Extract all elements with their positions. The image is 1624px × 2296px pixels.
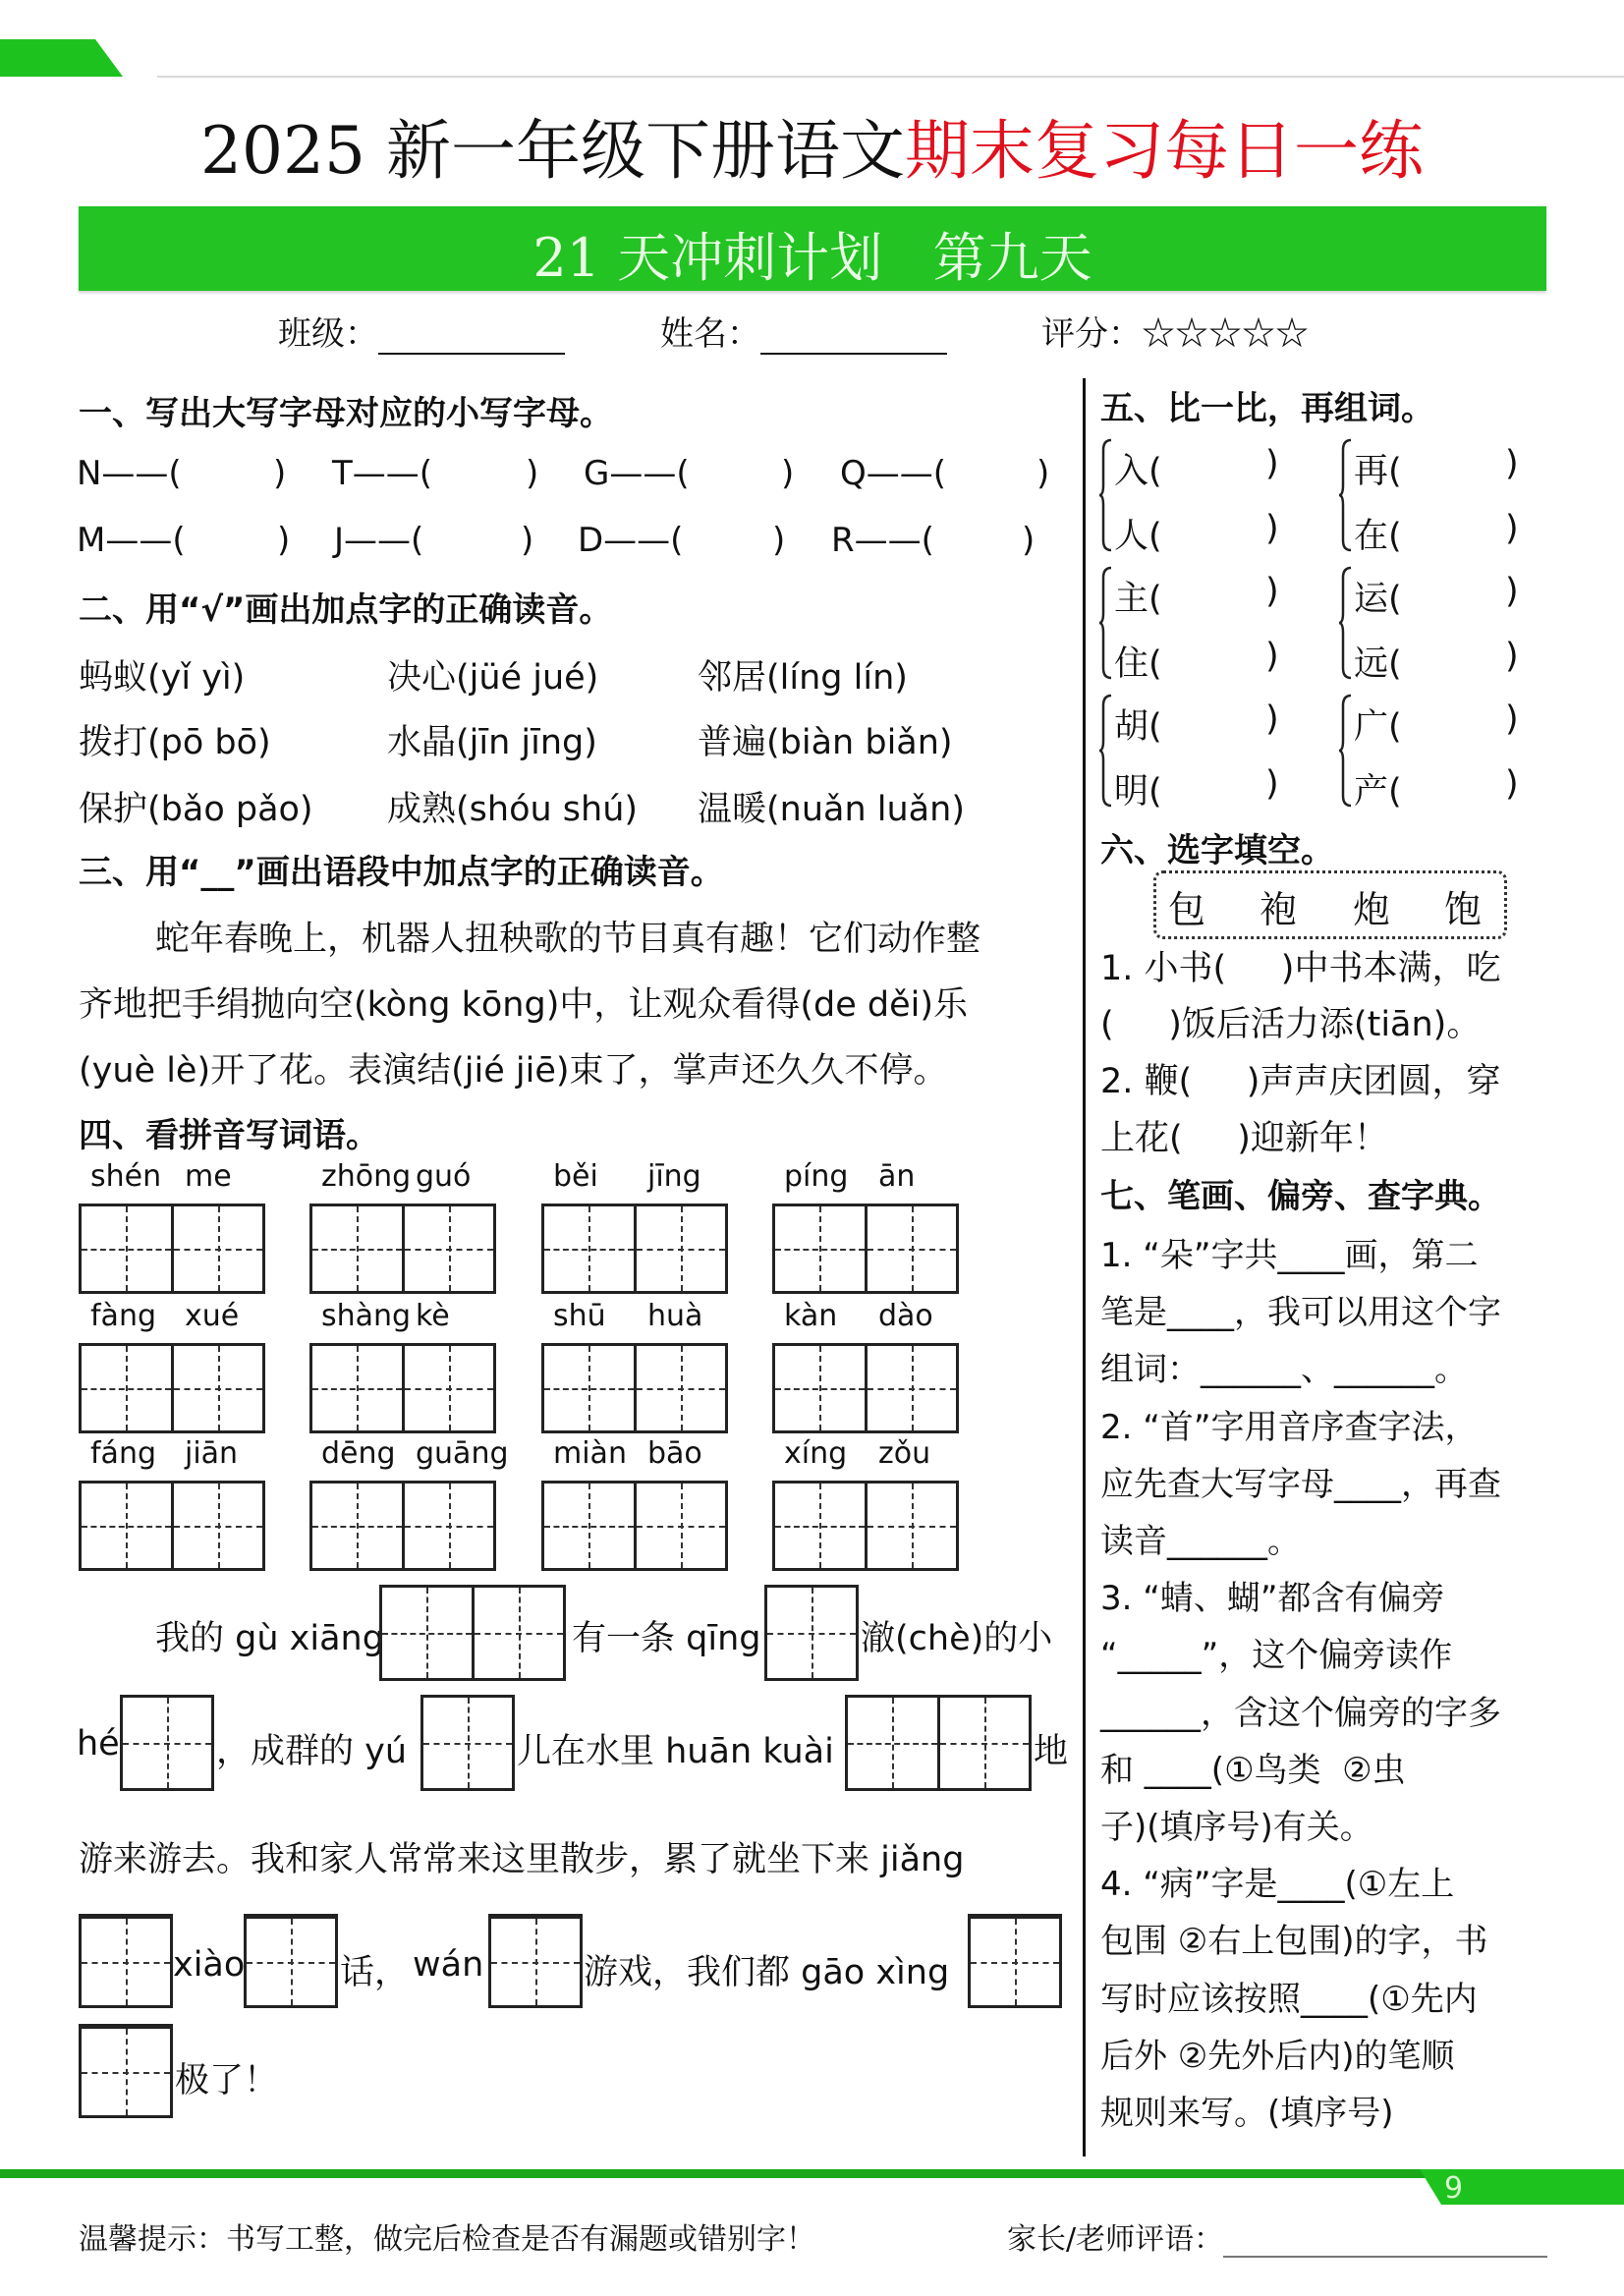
writing-box[interactable] — [541, 1204, 728, 1294]
pinyin-syllable: guó — [416, 1159, 472, 1194]
brace-icon — [1338, 566, 1352, 680]
para-text: 澈(chè)的小 — [861, 1619, 1053, 1658]
pinyin-syllable: me — [185, 1159, 232, 1194]
pinyin-syllable: fàng — [90, 1299, 157, 1333]
close-paren: ) — [1022, 521, 1036, 560]
title-red: 期末复习每日一练 — [904, 113, 1424, 189]
s5-heading: 五、比一比，再组词。 — [1100, 389, 1434, 428]
letter-n: N——( — [77, 454, 182, 493]
score-label: 评分： — [1041, 314, 1142, 354]
reading-item[interactable]: 普遍(biàn biǎn) — [698, 723, 953, 762]
close-paren: ) — [1505, 764, 1519, 804]
compare-char[interactable]: 远( — [1354, 644, 1402, 684]
top-green-tab — [0, 39, 123, 77]
s7-line[interactable]: 4. “病”字是____(①左上 — [1100, 1865, 1455, 1905]
para-text: 有一条 qīng — [572, 1619, 761, 1658]
close-paren: ) — [1505, 444, 1519, 483]
letter-d: D——( — [578, 521, 684, 560]
option-char: 饱 — [1444, 888, 1483, 931]
reading-item[interactable]: 成熟(shóu shú) — [387, 790, 639, 829]
name-blank[interactable] — [760, 323, 947, 355]
s3-line: 蛇年春晚上，机器人扭秧歌的节目真有趣！它们动作整 — [155, 920, 981, 959]
writing-box[interactable] — [488, 1914, 583, 2008]
compare-char[interactable]: 住( — [1114, 644, 1162, 684]
pinyin-syllable: kè — [416, 1299, 450, 1333]
para-text: 地 — [1034, 1732, 1069, 1771]
pinyin-syllable: dēng — [321, 1436, 396, 1471]
pinyin-syllable: běi — [553, 1159, 598, 1194]
brace-icon — [1098, 438, 1112, 552]
s7-line[interactable]: 组词：______、______。 — [1100, 1350, 1468, 1390]
reading-item[interactable]: 蚂蚁(yǐ yì) — [79, 658, 246, 698]
pinyin-syllable: bāo — [647, 1436, 702, 1471]
s7-line[interactable]: 1. “朵”字共____画，第二 — [1100, 1236, 1479, 1275]
reading-item[interactable]: 水晶(jīn jīng) — [387, 723, 597, 762]
reading-item[interactable]: 保护(bǎo pǎo) — [79, 790, 313, 829]
star-rating[interactable]: ☆☆☆☆☆ — [1142, 314, 1309, 354]
page-number: 9 — [1444, 2171, 1464, 2206]
s2-heading: 二、用“√”画出加点字的正确读音。 — [79, 590, 613, 630]
writing-box[interactable] — [309, 1481, 496, 1571]
top-rule — [157, 76, 1624, 78]
class-field[interactable] — [278, 307, 565, 355]
s6-line[interactable]: ( )饭后活力添(tiān)。 — [1100, 1005, 1482, 1044]
brace-icon — [1098, 694, 1112, 808]
writing-box[interactable] — [420, 1695, 515, 1791]
s7-line[interactable]: 应先查大写字母____，再查 — [1100, 1464, 1501, 1504]
reading-item[interactable]: 决心(jüé jué) — [387, 658, 599, 698]
class-label: 班级： — [278, 314, 378, 354]
compare-char[interactable]: 在( — [1354, 517, 1402, 556]
pinyin-syllable: dào — [878, 1299, 933, 1333]
s7-line[interactable]: 包围 ②右上包围)的字，书 — [1100, 1922, 1488, 1962]
letter-r: R——( — [831, 521, 934, 560]
compare-char[interactable]: 产( — [1354, 772, 1402, 812]
para-text: ，成群的 yú — [216, 1732, 408, 1771]
para-text: wán — [413, 1945, 484, 1985]
letter-t: T——( — [332, 454, 433, 493]
reading-item[interactable]: 拨打(pō bō) — [79, 723, 271, 762]
s7-line[interactable]: 写时应该按照____(①先内 — [1100, 1979, 1478, 2019]
compare-char[interactable]: 明( — [1114, 772, 1162, 812]
brace-icon — [1338, 438, 1352, 552]
brace-icon — [1338, 694, 1352, 808]
option-char: 炮 — [1353, 888, 1391, 931]
brace-icon — [1098, 566, 1112, 680]
close-paren: ) — [1505, 700, 1519, 739]
close-paren: ) — [526, 454, 539, 493]
letter-j: J——( — [334, 521, 424, 560]
pinyin-syllable: píng — [784, 1159, 849, 1194]
writing-box[interactable] — [309, 1343, 496, 1433]
writing-box[interactable] — [79, 1914, 173, 2008]
writing-box[interactable] — [541, 1343, 728, 1433]
s6-line[interactable]: 2. 鞭( )声声庆团圆，穿 — [1100, 1062, 1501, 1101]
close-paren: ) — [1265, 509, 1279, 548]
letter-q: Q——( — [840, 454, 947, 493]
writing-box[interactable] — [120, 1695, 214, 1791]
s6-line[interactable]: 1. 小书( )中书本满，吃 — [1100, 949, 1501, 988]
pinyin-syllable: jiān — [185, 1436, 239, 1471]
writing-box[interactable] — [968, 1914, 1062, 2008]
s6-heading: 六、选字填空。 — [1100, 831, 1334, 870]
close-paren: ) — [1505, 572, 1519, 611]
footer-tip: 温馨提示：书写工整，做完后检查是否有漏题或错别字！ — [79, 2222, 815, 2257]
pinyin-syllable: kàn — [784, 1299, 838, 1333]
compare-char[interactable]: 人( — [1114, 517, 1162, 556]
s4-heading: 四、看拼音写词语。 — [79, 1116, 379, 1155]
writing-box[interactable] — [772, 1204, 959, 1294]
close-paren: ) — [1265, 444, 1279, 483]
s7-heading: 七、笔画、偏旁、查字典。 — [1100, 1177, 1501, 1216]
close-paren: ) — [772, 521, 786, 560]
close-paren: ) — [1265, 637, 1279, 676]
para-text: xiào — [173, 1945, 246, 1985]
s7-line[interactable]: 规则来写。(填序号) — [1100, 2094, 1394, 2133]
pinyin-syllable: miàn — [553, 1436, 627, 1471]
para-text: 话， — [340, 1953, 410, 1992]
comment-field[interactable] — [1007, 2214, 1547, 2258]
pinyin-syllable: shàng — [321, 1299, 412, 1333]
pinyin-syllable: fáng — [90, 1436, 157, 1471]
option-characters-box — [1153, 870, 1507, 939]
banner-text: 21 天冲刺计划 第九天 — [532, 227, 1092, 289]
pinyin-syllable: zǒu — [878, 1436, 931, 1471]
s3-line[interactable]: 齐地把手绢抛向空(kòng kōng)中，让观众看得(de děi)乐 — [79, 985, 969, 1025]
bottom-rule — [0, 2169, 1624, 2178]
s7-line[interactable]: ______，含这个偏旁的字多 — [1100, 1693, 1501, 1733]
s7-line[interactable]: 3. “蜻、蝴”都含有偏旁 — [1100, 1579, 1445, 1619]
compare-char[interactable]: 胡( — [1114, 707, 1162, 747]
compare-char[interactable]: 主( — [1114, 580, 1162, 619]
column-divider — [1083, 378, 1086, 2156]
comment-blank[interactable] — [1223, 2226, 1547, 2258]
score-field — [1041, 307, 1309, 355]
letter-g: G——( — [584, 454, 690, 493]
writing-box[interactable] — [541, 1481, 728, 1571]
para-text: 极了！ — [175, 2061, 279, 2100]
writing-box[interactable] — [379, 1585, 566, 1681]
pinyin-syllable: huà — [647, 1299, 703, 1333]
compare-char[interactable]: 运( — [1354, 580, 1402, 619]
name-field[interactable] — [660, 307, 947, 355]
writing-box[interactable] — [764, 1585, 859, 1681]
pinyin-syllable: shén — [90, 1159, 162, 1194]
writing-box[interactable] — [79, 2024, 173, 2118]
close-paren: ) — [1265, 764, 1279, 804]
title-black: 2025 新一年级下册语文 — [200, 113, 905, 189]
writing-box[interactable] — [79, 1343, 265, 1433]
writing-box[interactable] — [772, 1481, 959, 1571]
close-paren: ) — [273, 454, 287, 493]
s7-line[interactable]: “_____”，这个偏旁读作 — [1100, 1636, 1453, 1676]
s7-line[interactable]: 后外 ②先外后内)的笔顺 — [1100, 2036, 1455, 2076]
close-paren: ) — [521, 521, 534, 560]
pinyin-syllable: xué — [185, 1299, 240, 1333]
close-paren: ) — [1265, 700, 1279, 739]
writing-box[interactable] — [79, 1481, 265, 1571]
writing-box[interactable] — [79, 1204, 265, 1294]
close-paren: ) — [1505, 509, 1519, 548]
s3-line[interactable]: (yuè lè)开了花。表演结(jié jiē)束了，掌声还久久不停。 — [79, 1051, 948, 1091]
s6-line[interactable]: 上花( )迎新年！ — [1100, 1119, 1388, 1158]
option-char: 包 — [1168, 888, 1206, 931]
comment-label: 家长/老师评语： — [1007, 2222, 1224, 2257]
writing-box[interactable] — [772, 1343, 959, 1433]
class-blank[interactable] — [378, 323, 565, 355]
letter-m: M——( — [77, 521, 186, 560]
compare-char[interactable]: 广( — [1354, 707, 1402, 747]
s3-heading: 三、用“__”画出语段中加点字的正确读音。 — [79, 853, 724, 892]
s7-line[interactable]: 和 ____(①鸟类 ②虫 — [1100, 1750, 1406, 1790]
pinyin-syllable: xíng — [784, 1436, 848, 1471]
close-paren: ) — [1505, 637, 1519, 676]
compare-char[interactable]: 再( — [1354, 452, 1402, 491]
s7-line[interactable]: 2. “首”字用音序查字法， — [1100, 1407, 1479, 1447]
writing-box[interactable] — [244, 1914, 338, 2008]
writing-box[interactable] — [845, 1695, 1032, 1791]
option-char: 袍 — [1260, 888, 1298, 931]
reading-item[interactable]: 邻居(líng lín) — [698, 658, 908, 698]
reading-item[interactable]: 温暖(nuǎn luǎn) — [698, 790, 965, 829]
pinyin-syllable: zhōng — [321, 1159, 412, 1194]
close-paren: ) — [781, 454, 795, 493]
compare-char[interactable]: 入( — [1114, 452, 1162, 491]
para-text: 游来游去。我和家人常常来这里散步，累了就坐下来 jiǎng — [79, 1840, 965, 1879]
para-text: 儿在水里 huān kuài — [517, 1732, 834, 1771]
s7-line[interactable]: 笔是____，我可以用这个字 — [1100, 1293, 1501, 1333]
pinyin-syllable: guāng — [416, 1436, 509, 1471]
close-paren: ) — [1265, 572, 1279, 611]
pinyin-syllable: ān — [878, 1159, 916, 1194]
s7-line[interactable]: 子)(填序号)有关。 — [1100, 1808, 1373, 1847]
writing-box[interactable] — [309, 1204, 496, 1294]
close-paren: ) — [1036, 454, 1050, 493]
page-title — [0, 98, 1624, 192]
s1-heading: 一、写出大写字母对应的小写字母。 — [79, 394, 613, 433]
pinyin-syllable: shū — [553, 1299, 606, 1333]
para-text: hé — [77, 1724, 120, 1764]
s7-line[interactable]: 读音______。 — [1100, 1522, 1301, 1561]
name-label: 姓名： — [660, 314, 760, 354]
para-text: 游戏，我们都 gāo xìng — [584, 1953, 950, 1992]
para-text: 我的 gù xiāng — [155, 1619, 384, 1658]
plan-banner — [79, 206, 1546, 291]
close-paren: ) — [277, 521, 291, 560]
pinyin-syllable: jīng — [647, 1159, 701, 1194]
